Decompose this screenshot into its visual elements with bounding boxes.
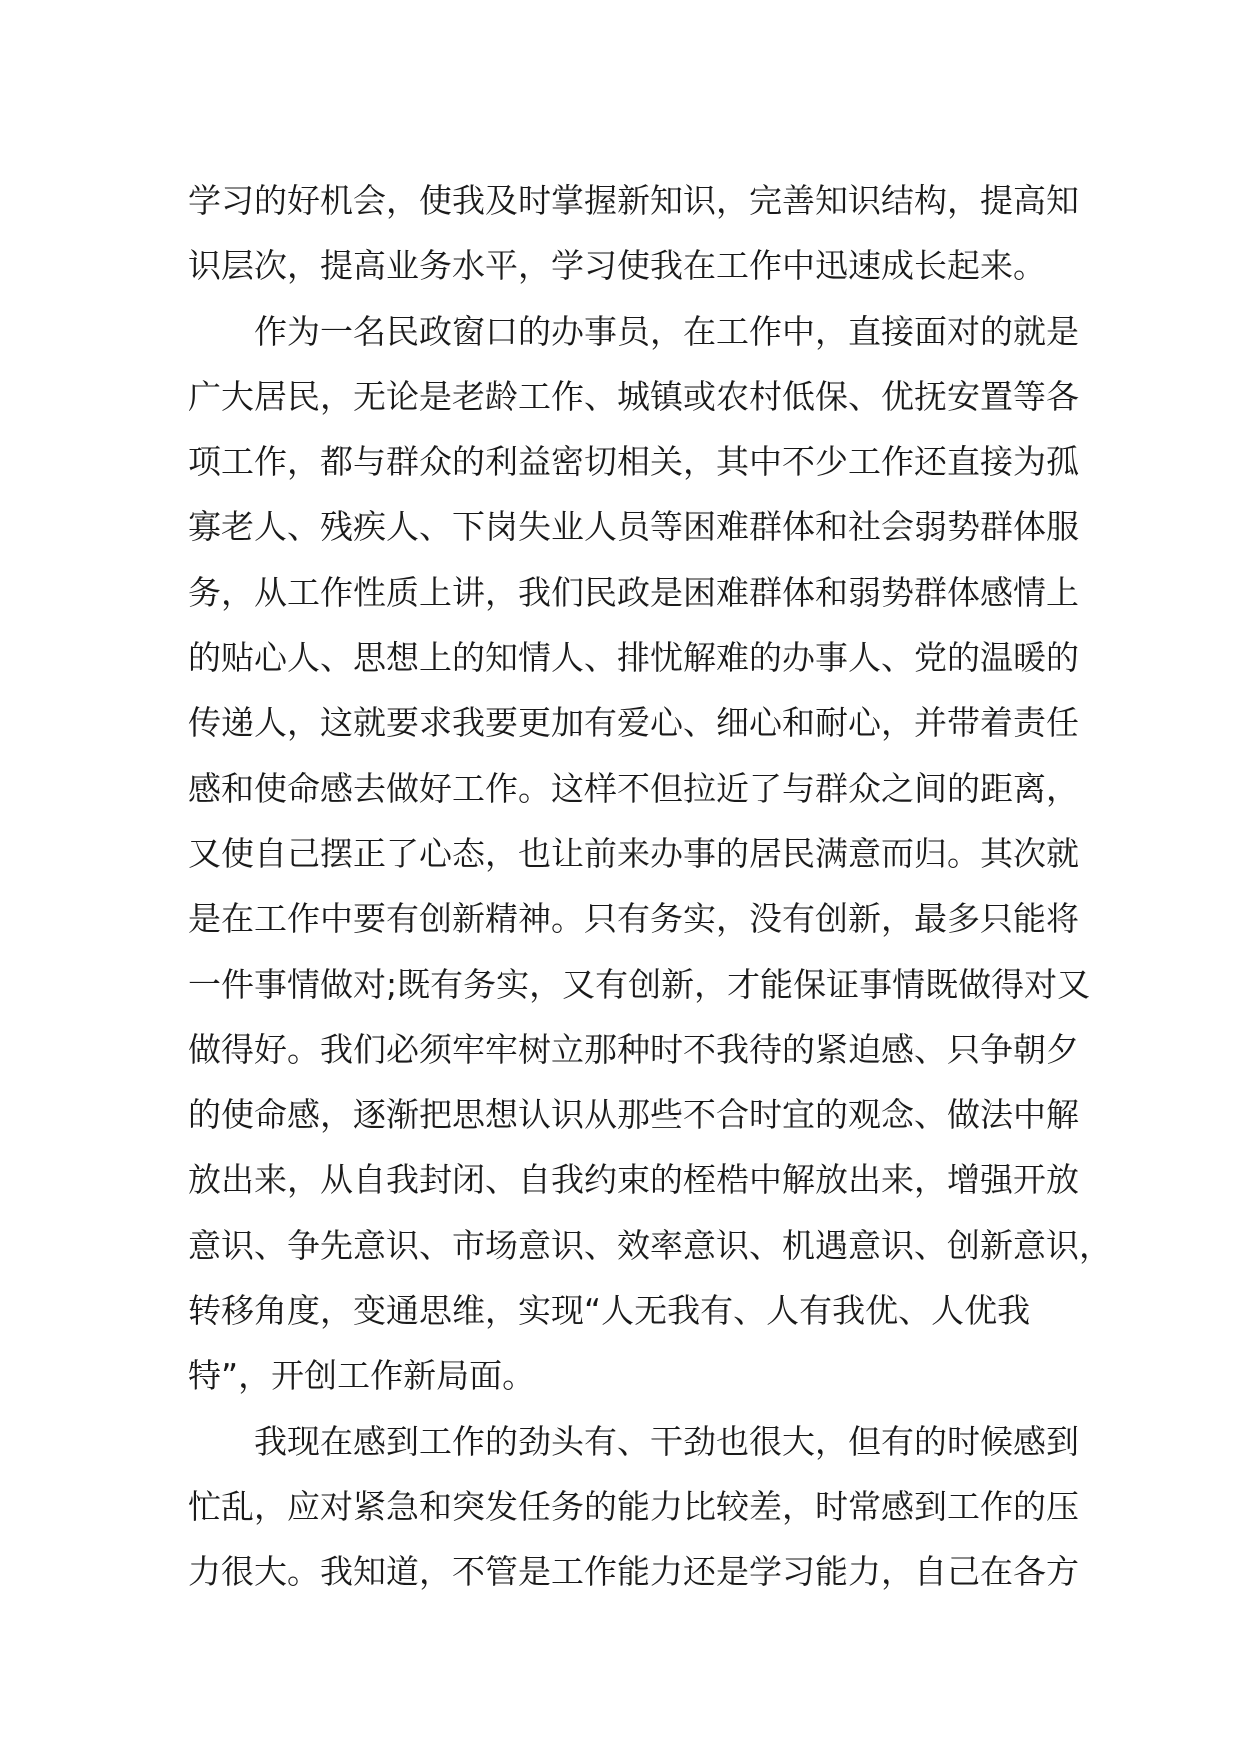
body-text-line: 学习的好机会，使我及时掌握新知识，完善知识结构，提高知 <box>188 181 1079 220</box>
body-text-line: 的贴心人、思想上的知情人、排忧解难的办事人、党的温暖的 <box>188 638 1079 678</box>
body-text-line: 项工作，都与群众的利益密切相关，其中不少工作还直接为孤 <box>188 442 1079 482</box>
body-text-line: 广大居民，无论是老龄工作、城镇或农村低保、优抚安置等各 <box>188 376 1079 416</box>
body-text-line: 识层次，提高业务水平，学习使我在工作中迅速成长起来。 <box>188 246 1046 286</box>
body-text-line: 务，从工作性质上讲，我们民政是困难群体和弱势群体感情上 <box>188 572 1079 612</box>
body-text-line: 一件事情做对;既有务实，又有创新，才能保证事情既做得对又 <box>188 964 1091 1004</box>
body-text-line: 意识、争先意识、市场意识、效率意识、机遇意识、创新意识， <box>188 1225 1112 1265</box>
body-text-line: 特”，开创工作新局面。 <box>188 1356 536 1396</box>
body-text-line: 放出来，从自我封闭、自我约束的桎梏中解放出来，增强开放 <box>188 1160 1079 1200</box>
body-text-line: 力很大。我知道，不管是工作能力还是学习能力，自己在各方 <box>188 1552 1079 1592</box>
body-text-line: 寡老人、残疾人、下岗失业人员等困难群体和社会弱势群体服 <box>188 507 1079 547</box>
paragraph-first-line: 我现在感到工作的劲头有、干劲也很大，但有的时候感到 <box>254 1421 1079 1461</box>
document-body <box>188 168 1112 1605</box>
body-text-line: 做得好。我们必须牢牢树立那种时不我待的紧迫感、只争朝夕 <box>188 1029 1079 1069</box>
body-text-line: 感和使命感去做好工作。这样不但拉近了与群众之间的距离， <box>188 768 1079 808</box>
body-text-line: 传递人，这就要求我要更加有爱心、细心和耐心，并带着责任 <box>188 703 1079 743</box>
body-text-line: 又使自己摆正了心态，也让前来办事的居民满意而归。其次就 <box>188 833 1079 873</box>
body-text-line: 忙乱，应对紧急和突发任务的能力比较差，时常感到工作的压 <box>188 1486 1079 1526</box>
body-text-line: 转移角度，变通思维，实现“人无我有、人有我优、人优我 <box>188 1291 1031 1331</box>
paragraph-first-line: 作为一名民政窗口的办事员，在工作中，直接面对的就是 <box>254 311 1079 351</box>
body-text-line: 的使命感，逐渐把思想认识从那些不合时宜的观念、做法中解 <box>188 1095 1079 1135</box>
body-text-line: 是在工作中要有创新精神。只有务实，没有创新，最多只能将 <box>188 899 1079 939</box>
